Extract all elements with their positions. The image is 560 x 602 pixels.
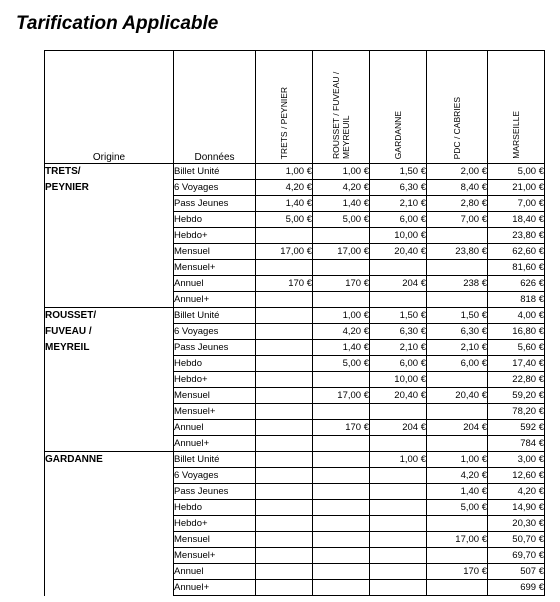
price-cell: 78,20 € (488, 404, 545, 420)
price-cell (256, 228, 313, 244)
header-donnees: Données (174, 51, 256, 164)
fare-type-label: Billet Unité (174, 164, 256, 180)
price-cell (313, 260, 370, 276)
price-cell: 2,10 € (427, 340, 488, 356)
price-cell (370, 580, 427, 596)
price-cell: 4,20 € (313, 324, 370, 340)
price-cell (256, 564, 313, 580)
header-col-label: ROUSSET / FUVEAU / MEYREUIL (331, 71, 351, 159)
fare-type-label: Hebdo+ (174, 228, 256, 244)
price-cell: 23,80 € (427, 244, 488, 260)
origin-cell (45, 452, 174, 596)
price-cell (256, 548, 313, 564)
fare-type-label: 6 Voyages (174, 468, 256, 484)
price-cell: 507 € (488, 564, 545, 580)
fare-type-label: Annuel+ (174, 436, 256, 452)
price-cell: 62,60 € (488, 244, 545, 260)
price-cell (313, 564, 370, 580)
price-cell: 170 € (427, 564, 488, 580)
header-col-label: GARDANNE (393, 110, 403, 159)
price-cell: 16,80 € (488, 324, 545, 340)
fare-type-label: Pass Jeunes (174, 340, 256, 356)
price-cell: 6,30 € (370, 180, 427, 196)
price-cell (256, 260, 313, 276)
fare-type-label: Pass Jeunes (174, 484, 256, 500)
origin-label: ROUSSET/ (45, 310, 97, 321)
price-cell: 204 € (370, 420, 427, 436)
price-cell: 10,00 € (370, 372, 427, 388)
price-cell: 170 € (313, 420, 370, 436)
fare-type-label: Mensuel (174, 388, 256, 404)
price-cell (370, 564, 427, 580)
fare-type-label: 6 Voyages (174, 180, 256, 196)
price-cell: 818 € (488, 292, 545, 308)
price-cell: 592 € (488, 420, 545, 436)
price-cell: 1,40 € (427, 484, 488, 500)
price-cell: 81,60 € (488, 260, 545, 276)
price-cell (313, 452, 370, 468)
fare-type-label: Mensuel (174, 532, 256, 548)
price-cell: 20,40 € (370, 244, 427, 260)
price-cell (256, 356, 313, 372)
price-cell (256, 436, 313, 452)
price-cell: 170 € (313, 276, 370, 292)
price-cell: 1,50 € (427, 308, 488, 324)
fare-type-label: Pass Jeunes (174, 196, 256, 212)
price-cell: 7,00 € (488, 196, 545, 212)
fare-type-label: Mensuel+ (174, 260, 256, 276)
fare-type-label: Annuel+ (174, 580, 256, 596)
fare-type-label: Hebdo+ (174, 516, 256, 532)
price-cell: 204 € (427, 420, 488, 436)
price-cell: 17,00 € (427, 532, 488, 548)
price-cell (370, 260, 427, 276)
fare-type-label: Mensuel+ (174, 548, 256, 564)
price-cell: 4,20 € (256, 180, 313, 196)
price-cell (313, 500, 370, 516)
price-cell (313, 548, 370, 564)
price-cell: 204 € (370, 276, 427, 292)
price-cell (313, 436, 370, 452)
tarification-table (44, 50, 545, 596)
price-cell (370, 548, 427, 564)
fare-type-label: Mensuel (174, 244, 256, 260)
fare-type-label: Annuel (174, 564, 256, 580)
table-row (45, 308, 545, 324)
header-col-label: PDC / CABRIES (452, 96, 462, 159)
origin-label: MEYREIL (45, 342, 90, 353)
price-cell (256, 340, 313, 356)
price-cell: 23,80 € (488, 228, 545, 244)
price-cell (370, 484, 427, 500)
price-cell: 170 € (256, 276, 313, 292)
price-cell: 2,10 € (370, 196, 427, 212)
fare-type-label: Hebdo (174, 212, 256, 228)
header-origine: Origine (45, 51, 174, 164)
price-cell (256, 404, 313, 420)
fare-type-label: Annuel (174, 420, 256, 436)
price-cell (256, 484, 313, 500)
price-cell: 1,40 € (313, 196, 370, 212)
price-cell: 5,00 € (488, 164, 545, 180)
header-col-label: TRETS / PEYNIER (279, 86, 289, 159)
price-cell (427, 292, 488, 308)
price-cell (313, 468, 370, 484)
price-cell (370, 404, 427, 420)
price-cell: 10,00 € (370, 228, 427, 244)
price-cell: 4,20 € (488, 484, 545, 500)
header-col-trets-peynier (256, 51, 313, 164)
price-cell: 17,00 € (256, 244, 313, 260)
header-col-marseille (488, 51, 545, 164)
price-cell (313, 372, 370, 388)
fare-type-label: Hebdo (174, 500, 256, 516)
price-cell: 238 € (427, 276, 488, 292)
price-cell (256, 292, 313, 308)
fare-type-label: Billet Unité (174, 308, 256, 324)
price-cell: 14,90 € (488, 500, 545, 516)
price-cell: 17,00 € (313, 244, 370, 260)
price-cell: 1,00 € (313, 164, 370, 180)
price-cell: 699 € (488, 580, 545, 596)
price-cell: 69,70 € (488, 548, 545, 564)
price-cell (427, 404, 488, 420)
price-cell: 21,00 € (488, 180, 545, 196)
fare-type-label: 6 Voyages (174, 324, 256, 340)
price-cell (427, 580, 488, 596)
origin-label: PEYNIER (45, 182, 89, 193)
price-cell: 5,60 € (488, 340, 545, 356)
price-cell: 6,30 € (370, 324, 427, 340)
price-cell: 17,40 € (488, 356, 545, 372)
origin-cell (45, 164, 174, 308)
table-row (45, 452, 545, 468)
price-cell: 5,00 € (313, 212, 370, 228)
price-cell: 6,00 € (370, 356, 427, 372)
price-cell (370, 468, 427, 484)
price-cell (256, 452, 313, 468)
price-cell: 2,80 € (427, 196, 488, 212)
price-cell (313, 580, 370, 596)
price-cell (256, 468, 313, 484)
fare-type-label: Annuel+ (174, 292, 256, 308)
price-cell: 18,40 € (488, 212, 545, 228)
table-row (45, 164, 545, 180)
fare-type-label: Annuel (174, 276, 256, 292)
page-title: Tarification Applicable (16, 13, 219, 34)
price-cell (313, 516, 370, 532)
origin-label: TRETS/ (45, 166, 81, 177)
price-cell: 6,00 € (370, 212, 427, 228)
price-cell (313, 484, 370, 500)
price-cell: 1,00 € (370, 452, 427, 468)
price-cell: 12,60 € (488, 468, 545, 484)
price-cell (427, 228, 488, 244)
price-cell: 1,00 € (256, 164, 313, 180)
price-cell: 1,40 € (256, 196, 313, 212)
price-cell: 4,00 € (488, 308, 545, 324)
price-cell: 5,00 € (256, 212, 313, 228)
price-cell (256, 372, 313, 388)
price-cell (256, 532, 313, 548)
price-cell (427, 260, 488, 276)
price-cell (256, 308, 313, 324)
price-cell (313, 532, 370, 548)
fare-type-label: Mensuel+ (174, 404, 256, 420)
origin-cell (45, 308, 174, 452)
price-cell (427, 516, 488, 532)
header-col-gardanne (370, 51, 427, 164)
price-cell: 4,20 € (427, 468, 488, 484)
price-cell (370, 516, 427, 532)
price-cell: 3,00 € (488, 452, 545, 468)
header-col-rousset (313, 51, 370, 164)
price-cell (256, 580, 313, 596)
fare-type-label: Hebdo+ (174, 372, 256, 388)
origin-label: FUVEAU / (45, 326, 92, 337)
price-cell (256, 324, 313, 340)
origin-label: GARDANNE (45, 454, 103, 465)
header-row (45, 51, 545, 164)
price-cell: 1,00 € (313, 308, 370, 324)
price-cell (256, 500, 313, 516)
price-cell: 59,20 € (488, 388, 545, 404)
price-cell: 20,40 € (427, 388, 488, 404)
price-cell: 2,10 € (370, 340, 427, 356)
price-cell: 626 € (488, 276, 545, 292)
price-cell: 7,00 € (427, 212, 488, 228)
price-cell: 1,00 € (427, 452, 488, 468)
price-cell (370, 500, 427, 516)
price-cell: 50,70 € (488, 532, 545, 548)
price-cell: 20,30 € (488, 516, 545, 532)
price-cell: 784 € (488, 436, 545, 452)
header-col-label: MARSEILLE (511, 111, 521, 159)
price-cell (370, 532, 427, 548)
price-cell: 6,00 € (427, 356, 488, 372)
price-cell (427, 548, 488, 564)
price-cell: 5,00 € (427, 500, 488, 516)
fare-type-label: Hebdo (174, 356, 256, 372)
price-cell: 1,50 € (370, 308, 427, 324)
price-cell (256, 388, 313, 404)
price-cell: 22,80 € (488, 372, 545, 388)
fare-type-label: Billet Unité (174, 452, 256, 468)
price-cell: 4,20 € (313, 180, 370, 196)
price-cell (256, 420, 313, 436)
price-cell: 17,00 € (313, 388, 370, 404)
header-col-pdc-cabries (427, 51, 488, 164)
price-cell (313, 228, 370, 244)
price-cell (370, 292, 427, 308)
price-cell (427, 372, 488, 388)
price-cell (313, 404, 370, 420)
price-cell: 1,50 € (370, 164, 427, 180)
price-cell: 5,00 € (313, 356, 370, 372)
price-cell: 2,00 € (427, 164, 488, 180)
price-cell: 20,40 € (370, 388, 427, 404)
price-cell: 1,40 € (313, 340, 370, 356)
price-cell: 8,40 € (427, 180, 488, 196)
price-cell (256, 516, 313, 532)
price-cell (313, 292, 370, 308)
price-cell (370, 436, 427, 452)
price-cell: 6,30 € (427, 324, 488, 340)
price-cell (427, 436, 488, 452)
